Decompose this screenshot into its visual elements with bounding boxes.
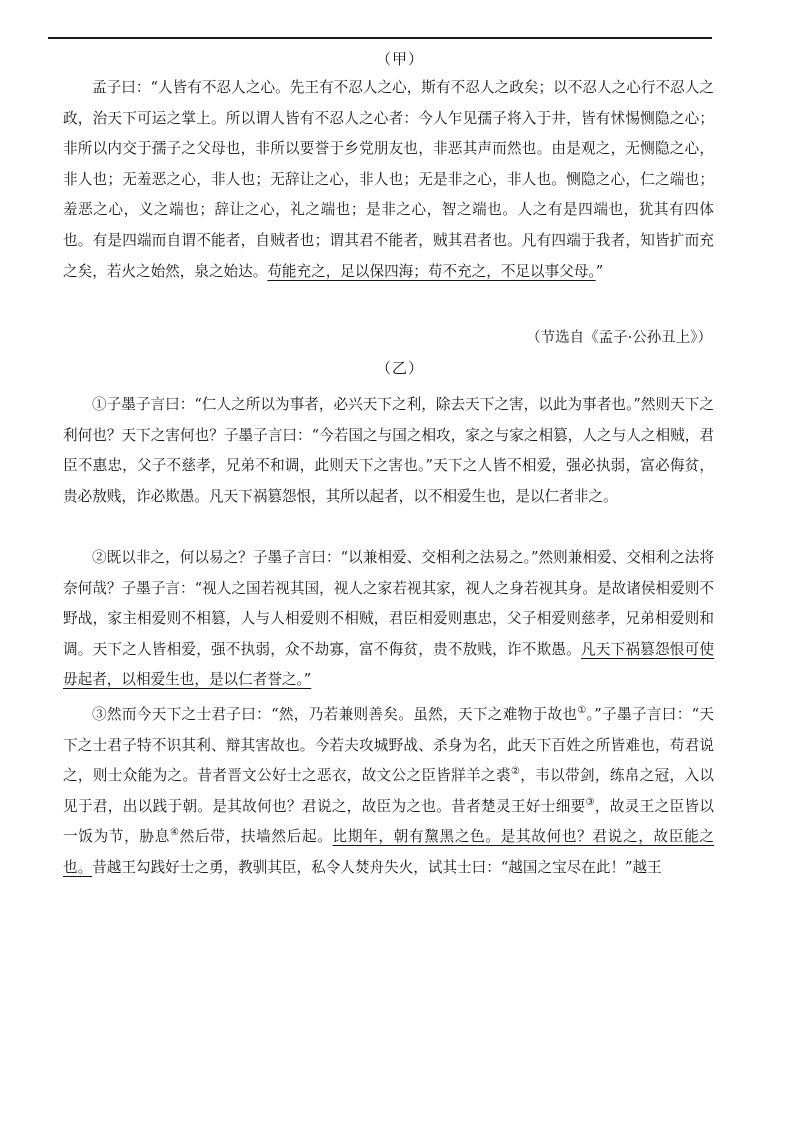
source-citation-a: （节选自《孟子·公孙丑上》） bbox=[526, 330, 712, 346]
section-heading-b: （乙） bbox=[375, 359, 424, 377]
footnote-marker-1: ① bbox=[577, 705, 587, 717]
passage-b3-text-3: ，韦以带剑，练帛之冠，入以见于君，出以践于朝。是其故何也？君说之，故臣为之也。昔者楚灵王好士细要 bbox=[63, 767, 714, 815]
passage-a bbox=[63, 73, 714, 287]
passage-b3-text-4: ，故灵王之臣皆以一饭为节，胁息 bbox=[63, 797, 714, 846]
passage-b3-text-6: 昔越王勾践好士之勇，教驯其臣，私令人焚舟失火，试其士曰：“越国之宝尽在此！”越王 bbox=[92, 858, 662, 876]
passage-b2-text: ②既以非之，何以易之？子墨子言曰：“以兼相爱、交相利之法易之。”然则兼相爱、交相利之法将奈何哉？子墨子言：“视人之国若视其国，视人之家若视其家，视人之身若视其身。是故诸侯相爱则不野战，家主相爱则不相篡，人与人相爱则不相贼，君臣相爱则惠忠，父子相爱则慈孝，兄弟相爱则和调。天下之人皆相爱，强不执弱，众不劫寡，富不侮贫，贵不敖贱，诈不欺愚。 bbox=[63, 549, 714, 658]
passage-a-close-quote: ” bbox=[595, 262, 604, 280]
section-heading-a: （甲） bbox=[375, 50, 424, 68]
passage-a-underlined: 苟能充之，足以保四海；苟不充之，不足以事父母。 bbox=[267, 262, 596, 280]
footnote-marker-4: ④ bbox=[170, 827, 180, 839]
passage-b-paragraph-2 bbox=[63, 543, 714, 696]
passage-a-text: 孟子曰：“人皆有不忍人之心。先王有不忍人之心，斯有不忍人之政矣；以不忍人之心行不忍人之政，治天下可运之掌上。所以谓人皆有不忍人之心者：今人乍见孺子将入于井，皆有怵惕恻隐之心；非所以内交于孺子之父母也，非所以要誉于乡党朋友也，非恶其声而然也。由是观之，无恻隐之心，非人也；无羞恶之心，非人也；无辞让之心，非人也；无是非之心，非人也。恻隐之心，仁之端也；羞恶之心，义之端也；辞让之心，礼之端也；是非之心，智之端也。人之有是四端也，犹其有四体也。有是四端而自谓不能者，自贼者也；谓其君不能者，贼其君者也。凡有四端于我者，知皆扩而充之矣，若火之始然，泉之始达。 bbox=[63, 79, 714, 280]
footnote-marker-2: ② bbox=[510, 766, 521, 778]
passage-b-paragraph-3 bbox=[63, 700, 714, 884]
passage-b2-underlined: 凡天下祸篡怨恨可使毋起者，以相爱生也，是以仁者誉之。” bbox=[63, 640, 714, 689]
passage-b3-text-5: 然后带，扶墙然后起。 bbox=[179, 828, 333, 846]
top-rule bbox=[48, 37, 712, 39]
passage-b3-text-1: ③然而今天下之士君子曰：“然，乃若兼则善矣。虽然，天下之难物于故也 bbox=[92, 706, 578, 723]
passage-b3-underlined: 比期年，朝有黧黑之色。是其故何也？君说之，故臣能之也。 bbox=[63, 828, 714, 876]
passage-b3-text-2: 。”子墨子言曰：“天下之士君子特不识其利、辩其害故也。今若夫攻城野战、杀身为名，此天下百姓之所皆难也，苟君说之，则士众能为之。昔者晋文公好士之恶衣，故文公之臣皆牂羊之裘 bbox=[63, 706, 714, 785]
passage-b-paragraph-1: ①子墨子言曰：“仁人之所以为事者，必兴天下之利，除去天下之害，以此为事者也。”然则天下之利何也？天下之害何也？子墨子言曰：“今若国之与国之相攻，家之与家之相篡，人之与人之相贼，君臣不惠忠，父子不慈孝，兄弟不和调，此则天下之害也。”天下之人皆不相爱，强必执弱，富必侮贫，贵必敖贱，诈必欺愚。凡天下祸篡怨恨，其所以起者，以不相爱生也，是以仁者非之。 bbox=[63, 396, 714, 505]
footnote-marker-3: ③ bbox=[585, 796, 595, 808]
